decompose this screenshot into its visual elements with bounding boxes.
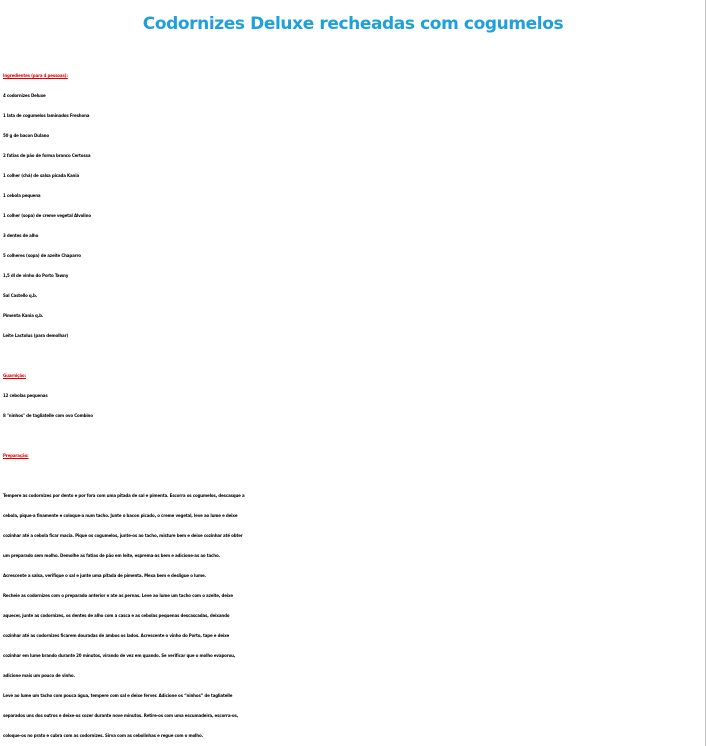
spacer xyxy=(3,426,703,446)
ingredients-list xyxy=(3,86,703,346)
ingredient-item: 1 lata de cogumelos laminados Freshona xyxy=(3,113,90,118)
preparation-line: cozinhar até a cebola ficar macia. Pique os cogumelos, junte-os ao tacho, misture bem e deixe cozinhar até obter xyxy=(3,533,243,538)
recipe-content xyxy=(3,66,703,746)
ingredient-item: 3 dentes de alho xyxy=(3,233,39,238)
preparation-line: Acrescente a salsa, verifique o sal e junte uma pitada de pimenta. Mexa bem e desligue o lume. xyxy=(3,573,206,578)
garnish-item: 12 cebolas pequenas xyxy=(3,393,48,398)
preparation-line: Tempere as codornizes por dento e por fora com uma pitada de sal e pimenta. Escorra os cogumelos, descasque a xyxy=(3,493,245,498)
preparation-line: cozinhar em lume brando durante 20 minutos, virando de vez em quando. Se verificar que o molho evaporou, xyxy=(3,653,236,658)
preparation-line: cebola, pique-a finamente e coloque-a num tacho. Junte o bacon picado, o creme vegetal, leve ao lume e deixe xyxy=(3,513,238,518)
preparation-line: um preparado sem molho. Demolhe as fatias de pão em leite, esprema-as bem e adicione-as ao tacho. xyxy=(3,553,220,558)
preparation-line: Recheie as codornizes com o preparado anterior e ate as pernas. Leve ao lume um tacho com o azeite, deixe xyxy=(3,593,233,598)
garnish-item: 8 "ninhos" de tagliatelle com ovo Combino xyxy=(3,413,93,418)
ingredient-item: 1 colher (sopa) de creme vegetal Alvolino xyxy=(3,213,91,218)
ingredient-item: Leite Lactolus (para demolhar) xyxy=(3,333,69,338)
preparation-line: aquecer, junte as codornizes, os dentes de alho com a casca e as cebolas pequenas descascadas, deixando xyxy=(3,613,230,618)
garnish-heading: Guarnição: xyxy=(3,373,26,378)
ingredient-item: 1 cebola pequena xyxy=(3,193,41,198)
preparation-heading: Preparação: xyxy=(3,453,29,458)
ingredient-item: 1,5 dl de vinho do Porto Tawny xyxy=(3,273,69,278)
ingredient-item: 5 colheres (sopa) de azeite Chaparro xyxy=(3,253,81,258)
ingredient-item: Sal Castello q.b. xyxy=(3,293,38,298)
ingredients-heading: Ingredientes (para 4 pessoas): xyxy=(3,73,68,78)
ingredient-item: 50 g de bacon Dulano xyxy=(3,133,49,138)
spacer xyxy=(3,466,703,486)
preparation-line: coloque-os no prato e cubra com as codornizes. Sirva com as cebolinhas e regue com o molho. xyxy=(3,733,203,738)
page-title: Codornizes Deluxe recheadas com cogumelos xyxy=(142,14,564,34)
ingredient-item: Pimenta Kania q.b. xyxy=(3,313,44,318)
preparation-line: adicione mais um pouco de vinho. xyxy=(3,673,75,678)
preparation-text xyxy=(3,486,703,746)
preparation-line: Leve ao lume um tacho com pouca água, tempere com sal e deixe ferver. Adicione os “ninhos” de tagliatelle xyxy=(3,693,233,698)
garnish-list xyxy=(3,386,703,426)
preparation-line: separados uns dos outros e deixe-os cozer durante nove minutos. Retire-os com uma escumadeira, escorra-os, xyxy=(3,713,239,718)
ingredient-item: 4 codornizes Deluxe xyxy=(3,93,46,98)
spacer xyxy=(3,346,703,366)
preparation-line: cozinhar até as codornizes ficarem douradas de ambos os lados. Acrescente o vinho do Porto, tape e deixe xyxy=(3,633,230,638)
ingredient-item: 2 fatias de pão de forma branco Certossa xyxy=(3,153,91,158)
ingredient-item: 1 colher (chá) de salsa picada Kania xyxy=(3,173,80,178)
